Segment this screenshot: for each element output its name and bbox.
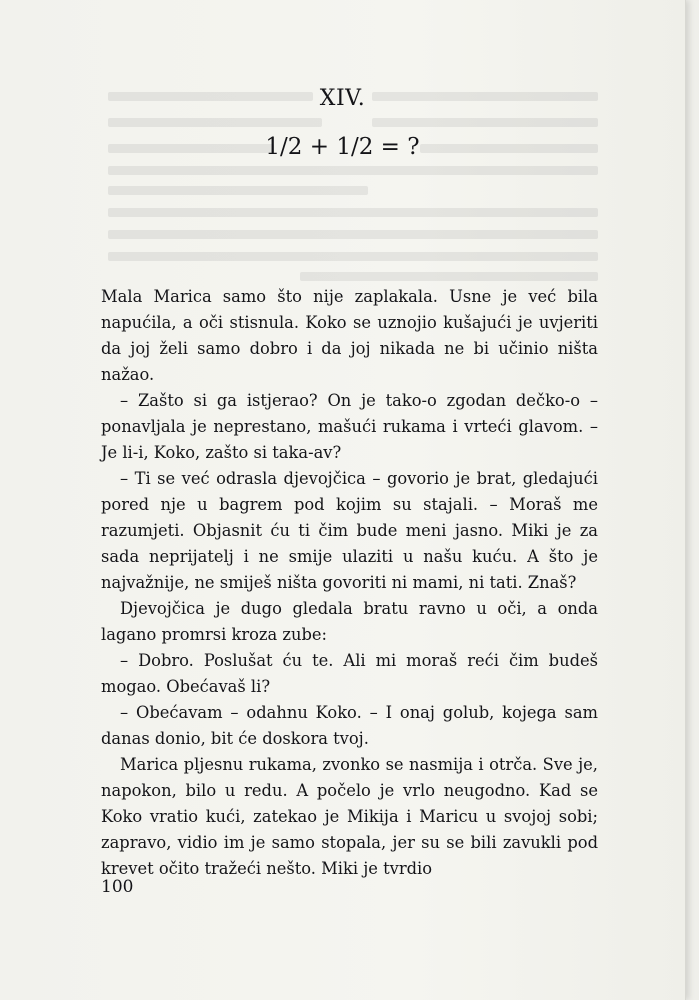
paragraph: – Ti se već odrasla djevojčica – govorio je brat, gledajući pored nje u bagrem pod kojim su stajali. – Moraš me razumjeti. Objasnit ću ti čim bude meni jasno. Miki je za sada neprijatelj i ne smije ulaziti u našu kuću. A što je najvažnije, ne smiješ ništa govoriti ni mami, ni tati. Znaš? (101, 469, 598, 592)
page-number: 100 (101, 877, 134, 897)
chapter-title: 1/2 + 1/2 = ? (265, 134, 420, 160)
paragraph: Djevojčica je dugo gledala bratu ravno u oči, a onda lagano promrsi kroza zube: (101, 599, 598, 644)
paragraph: – Obećavam – odahnu Koko. – I onaj golub, kojega sam danas donio, bit će doskora tvoj. (101, 703, 598, 748)
paragraph: Mala Marica samo što nije zaplakala. Usne je već bila napućila, a oči stisnula. Koko se uznojio kušajući je uvjeriti da joj želi samo dobro i da joj nikada ne bi učinio ništa nažao. (101, 287, 598, 384)
paragraph: Marica pljesnu rukama, zvonko se nasmija i otrča. Sve je, napokon, bilo u redu. A počelo je vrlo neugodno. Kad se Koko vratio kući, zatekao je Mikija i Maricu u svojoj sobi; zapravo, vidio im je samo stopala, jer su se bili zavukli pod krevet očito tražeći nešto. Miki je tvrdio (101, 755, 598, 878)
paragraph: – Zašto si ga istjerao? On je tako-o zgodan dečko-o – ponavljala je neprestano, mašući rukama i vrteći glavom. – Je li-i, Koko, zašto si taka-av? (101, 391, 598, 462)
paragraph: – Dobro. Poslušat ću te. Ali mi moraš reći čim budeš mogao. Obećavaš li? (101, 651, 598, 696)
chapter-body (101, 284, 598, 882)
chapter-number: XIV. (319, 86, 366, 111)
